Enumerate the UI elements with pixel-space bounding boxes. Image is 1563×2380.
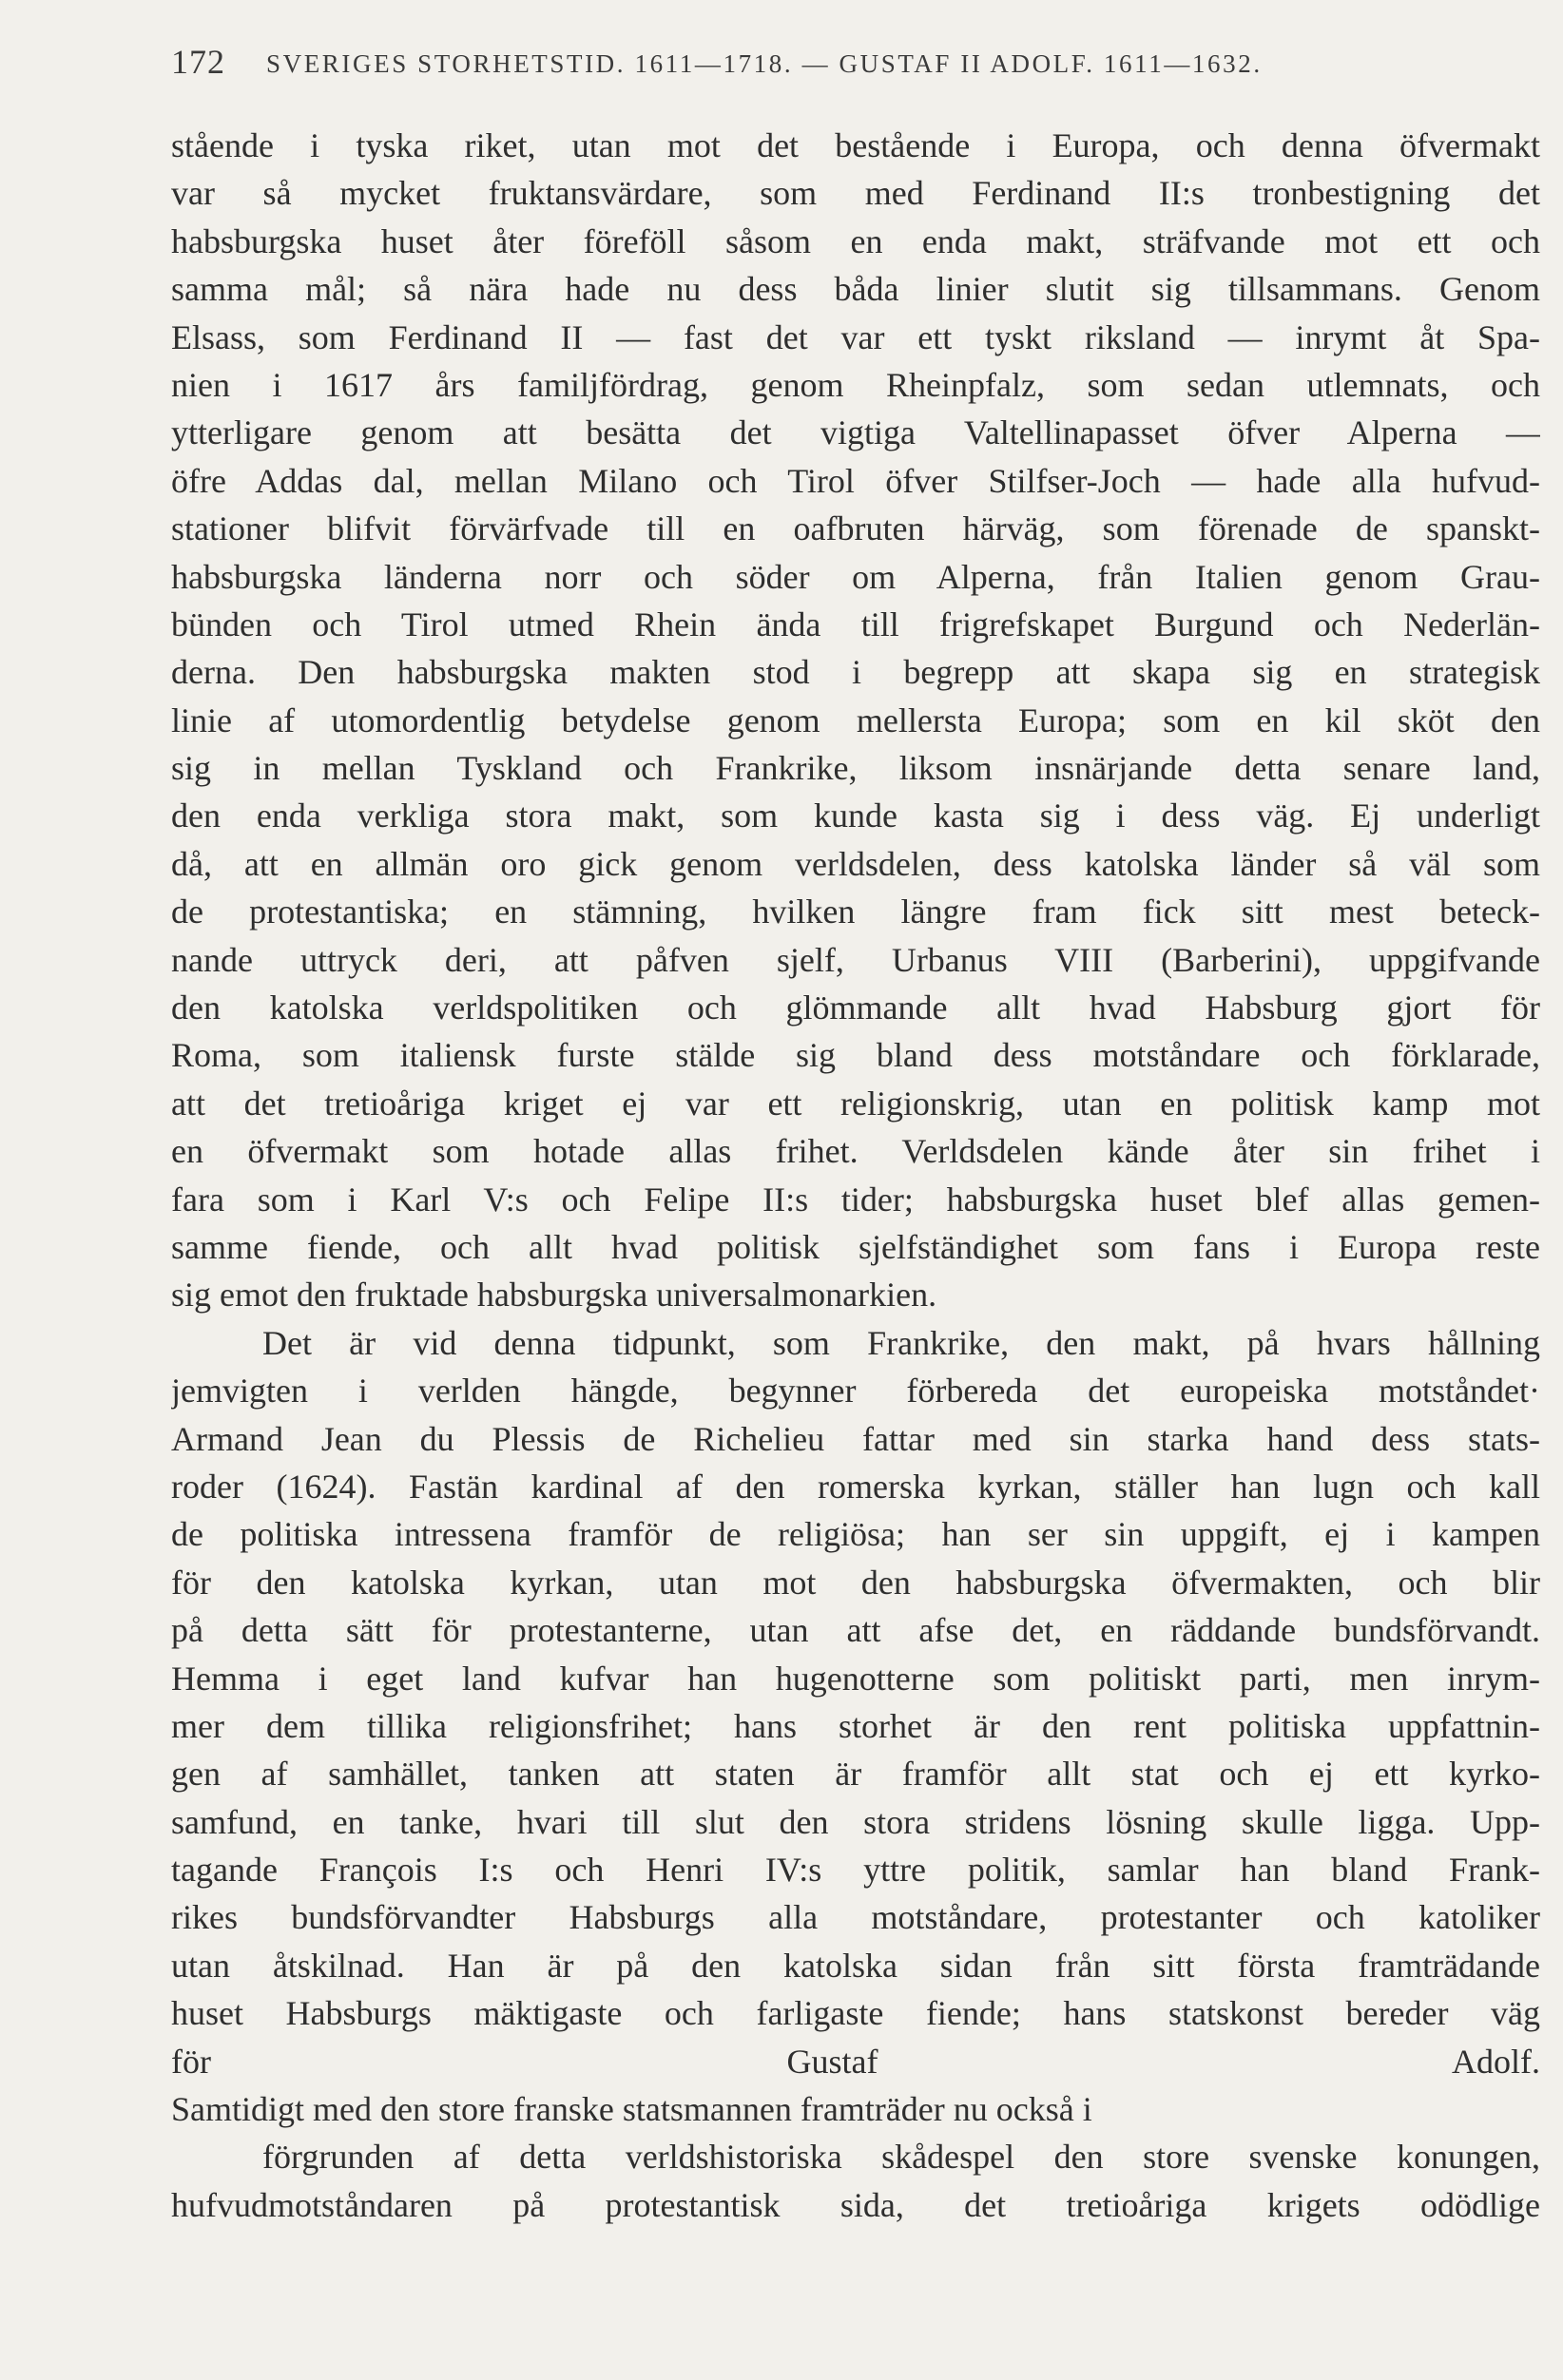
text-line: hufvudmotståndaren på protestantisk sida, det tretioåriga krigets odödlige — [171, 2185, 1540, 2224]
text-line: öfre Addas dal, mellan Milano och Tirol öfver Stilfser-Joch — hade alla hufvud- — [171, 461, 1540, 500]
text-line: ytterligare genom att besätta det vigtiga Valtellinapasset öfver Alperna — — [171, 413, 1540, 452]
text-line: den enda verkliga stora makt, som kunde kasta sig i dess väg. Ej underligt — [171, 797, 1540, 835]
text-line: huset Habsburgs mäktigaste och farligaste fiende; hans statskonst bereder väg — [171, 1994, 1540, 2033]
text-line: samme fiende, och allt hvad politisk sjelfständighet som fans i Europa reste — [171, 1227, 1540, 1266]
page-number: 172 — [171, 43, 225, 81]
text-line: på detta sätt för protestanterne, utan att afse det, en räddande bundsförvandt. — [171, 1611, 1540, 1650]
text-line: att det tretioåriga kriget ej var ett religionskrig, utan en politisk kamp mot — [171, 1084, 1540, 1123]
text-line: bünden och Tirol utmed Rhein ända till frigrefskapet Burgund och Nederlän- — [171, 605, 1540, 643]
text-line: för Gustaf Adolf. — [171, 2042, 1540, 2081]
text-line: den katolska verldspolitiken och glömmande allt hvad Habsburg gjort för — [171, 988, 1540, 1027]
text-line: samma mål; så nära hade nu dess båda linier slutit sig tillsammans. Genom — [171, 270, 1540, 309]
text-line: stående i tyska riket, utan mot det bestående i Europa, och denna öfvermakt — [171, 126, 1540, 164]
text-line: samfund, en tanke, hvari till slut den stora stridens lösning skulle ligga. Upp- — [171, 1802, 1540, 1841]
text-line: derna. Den habsburgska makten stod i begrepp att skapa sig en strategisk — [171, 653, 1540, 692]
paragraph-start-line: Det är vid denna tidpunkt, som Frankrike, den makt, på hvars hållning — [262, 1323, 1540, 1362]
text-line: habsburgska länderna norr och söder om Alperna, från Italien genom Grau- — [171, 557, 1540, 596]
text-line: fara som i Karl V:s och Felipe II:s tider; habsburgska huset blef allas gemen- — [171, 1180, 1540, 1219]
text-line: stationer blifvit förvärfvade till en oafbruten härväg, som förenade de spanskt- — [171, 509, 1540, 548]
text-line — [171, 2229, 1540, 2276]
text-line: nien i 1617 års familjfördrag, genom Rheinpfalz, som sedan utlemnats, och — [171, 365, 1540, 404]
paragraph-start-line: förgrunden af detta verldshistoriska skådespel den store svenske konungen, — [262, 2138, 1540, 2177]
body-text — [171, 122, 1540, 2277]
text-line: de politiska intressena framför de religiösa; han ser sin uppgift, ej i kampen — [171, 1515, 1540, 1554]
text-line: de protestantiska; en stämning, hvilken längre fram fick sitt mest beteck- — [171, 892, 1540, 931]
text-line: tagande François I:s och Henri IV:s yttre politik, samlar han bland Frank- — [171, 1851, 1540, 1890]
text-line: Elsass, som Ferdinand II — fast det var ett tyskt riksland — inrymt åt Spa- — [171, 317, 1540, 356]
text-line: jemvigten i verlden hängde, begynner förbereda det europeiska motståndet· — [171, 1372, 1540, 1411]
paragraph-end-line: sig emot den fruktade habsburgska universalmonarkien. — [171, 1276, 937, 1315]
text-line: var så mycket fruktansvärdare, som med Ferdinand II:s tronbestigning det — [171, 174, 1540, 213]
text-line: då, att en allmän oro gick genom verldsdelen, dess katolska länder så väl som — [171, 844, 1540, 883]
paragraph-end-line: Samtidigt med den store franske statsmannen framträder nu också i — [171, 2090, 1092, 2129]
text-line: utan åtskilnad. Han är på den katolska sidan från sitt första framträdande — [171, 1946, 1540, 1985]
text-line: linie af utomordentlig betydelse genom mellersta Europa; som en kil sköt den — [171, 701, 1540, 739]
header-title: SVERIGES STORHETSTID. 1611—1718. — GUSTAF II ADOLF. 1611—1632. — [266, 49, 1263, 78]
text-line: roder (1624). Fastän kardinal af den romerska kyrkan, ställer han lugn och kall — [171, 1467, 1540, 1506]
text-line: habsburgska huset åter föreföll såsom en enda makt, sträfvande mot ett och — [171, 221, 1540, 260]
text-line: sig in mellan Tyskland och Frankrike, liksom insnärjande detta senare land, — [171, 749, 1540, 788]
text-line: rikes bundsförvandter Habsburgs alla motståndare, protestanter och katoliker — [171, 1898, 1540, 1937]
text-line: mer dem tillika religionsfrihet; hans storhet är den rent politiska uppfattnin- — [171, 1706, 1540, 1745]
text-line: Hemma i eget land kufvar han hugenotterne som politiskt parti, men inrym- — [171, 1659, 1540, 1698]
text-line: nande uttryck deri, att påfven sjelf, Urbanus VIII (Barberini), uppgifvande — [171, 940, 1540, 979]
text-line: en öfvermakt som hotade allas frihet. Verldsdelen kände åter sin frihet i — [171, 1132, 1540, 1171]
running-head — [171, 42, 1540, 80]
text-line: Armand Jean du Plessis de Richelieu fattar med sin starka hand dess stats- — [171, 1419, 1540, 1458]
text-line: för den katolska kyrkan, utan mot den habsburgska öfvermakten, och blir — [171, 1563, 1540, 1602]
text-line: Roma, som italiensk furste stälde sig bland dess motståndare och förklarade, — [171, 1036, 1540, 1075]
text-line: gen af samhället, tanken att staten är framför allt stat och ej ett kyrko- — [171, 1755, 1540, 1794]
